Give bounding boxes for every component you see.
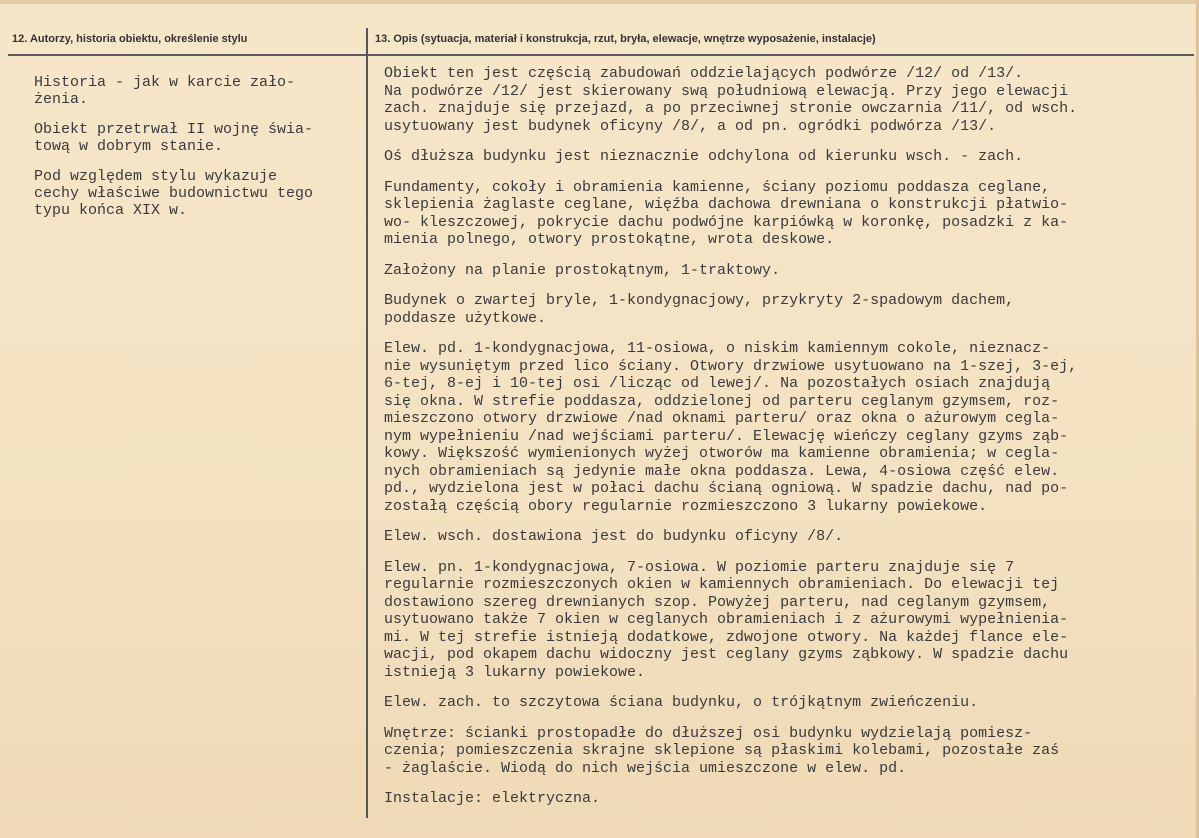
south-elevation-paragraph: Elew. pd. 1-kondygnacjowa, 11-osiowa, o niskim kamiennym cokole, nieznacz- nie wysuniętym przed lico ściany. Otwory drzwiowe usytuowano na 1-szej, 3-ej, 6-tej, 8-ej i 10-tej osi /licząc od lewej/. Na pozostałych osiach znajdują się okna. W strefie poddasza, oddzielonej od parteru ceglanym gzymsem, roz- mieszczono otwory drzwiowe /nad oknami parteru/ oraz okna o ażurowym cegla- nym wypełnieniu /nad wejściami parteru/. Elewację wieńczy ceglany gzyms ząb- kowy. Większość wymienionych wyżej otworów ma kamienne obramienia; w cegla- nych obramieniach są jedynie małe okna poddasza. Lewa, 4-osiowa część elew. pd., wydzielona jest w połaci dachu ścianą ogniową. W spadzie dachu, nad po- zostałą częścią obory regularnie rozmieszczono 3 lukarny powiekowe.	[384, 340, 1078, 515]
page-top-edge	[0, 0, 1199, 4]
east-elevation-paragraph: Elew. wsch. dostawiona jest do budynku oficyny /8/.	[384, 528, 844, 545]
interior-paragraph: Wnętrze: ścianki prostopadłe do dłuższej osi budynku wydzielają pomiesz- czenia; pomieszczenia skrajne sklepione są płaskimi kolebami, pozostałe zaś - żaglaście. Wiodą do nich wejścia umieszczone w elew. pd.	[384, 724, 1060, 777]
installations-paragraph: Instalacje: elektryczna.	[384, 790, 601, 807]
column-divider	[366, 28, 368, 818]
materials-paragraph: Fundamenty, cokoły i obramienia kamienne, ściany poziomu poddasza ceglane, sklepienia żaglaste ceglane, więźba dachowa drewniana o konstrukcji płatwio- wo- kleszczowej, pokrycie dachu podwójne karpiówką w koronkę, posadzki z ka- mienia polnego, otwory prostokątne, wrota deskowe.	[384, 178, 1069, 248]
west-elevation-paragraph: Elew. zach. to szczytowa ściana budynku, o trójkątnym zwieńczeniu.	[384, 694, 979, 711]
section-13-header: 13. Opis (sytuacja, materiał i konstrukcja, rzut, bryła, elewacje, wnętrze wyposażenie, instalacje)	[375, 33, 876, 45]
plan-paragraph: Założony na planie prostokątnym, 1-traktowy.	[384, 261, 781, 279]
condition-paragraph: Obiekt przetrwał II wojnę świa- tową w dobrym stanie.	[34, 121, 314, 155]
header-divider	[8, 54, 1194, 56]
section-12-header: 12. Autorzy, historia obiektu, określenie stylu	[12, 33, 248, 45]
style-paragraph: Pod względem stylu wykazuje cechy właściwe budownictwu tego typu końca XIX w.	[34, 168, 314, 219]
situation-paragraph: Obiekt ten jest częścią zabudowań oddzielających podwórze /12/ od /13/. Na podwórze /12/ jest skierowany swą południową elewacją. Przy jego elewacji zach. znajduje się przejazd, a po przeciwnej stronie owczarnia /11/, od wsch. usytuowany jest budynek oficyny /8/, a od pn. ogródki podwórza /13/.	[384, 65, 1078, 135]
axis-paragraph: Oś dłuższa budynku jest nieznacznie odchylona od kierunku wsch. - zach.	[384, 148, 1024, 165]
north-elevation-paragraph: Elew. pn. 1-kondygnacjowa, 7-osiowa. W poziomie parteru znajduje się 7 regularnie rozmieszczonych okien w kamiennych obramieniach. Do elewacji tej dostawiono szereg drewnianych szop. Powyżej parteru, nad ceglanym gzymsem, usytuowano także 7 okien w ceglanych obramieniach i z ażurowymi wypełnienia- mi. W tej strefie istnieją dodatkowe, zdwojone otwory. Na każdej flance ele- wacji, pod okapem dachu widoczny jest ceglany gzyms ząbkowy. W spadzie dachu istnieją 3 lukarny powiekowe.	[384, 558, 1069, 681]
history-column	[34, 74, 364, 232]
description-column	[384, 65, 1190, 821]
massing-paragraph: Budynek o zwartej bryle, 1-kondygnacjowy, przykryty 2-spadowym dachem, poddasze użytkowe.	[384, 292, 1015, 327]
history-paragraph: Historia - jak w karcie zało- żenia.	[34, 74, 296, 108]
